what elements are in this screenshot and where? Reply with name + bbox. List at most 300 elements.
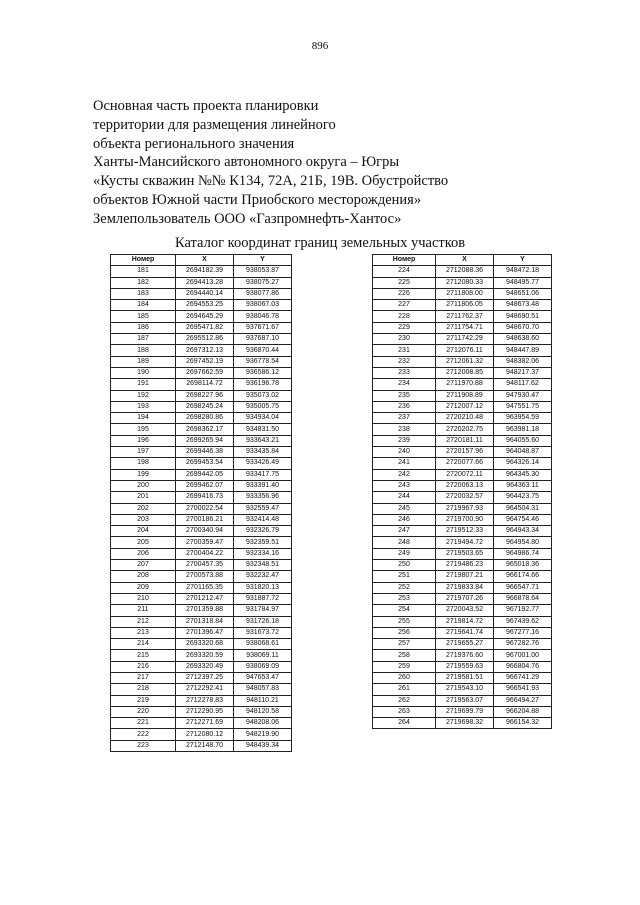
cell-x: 2711754.71 <box>436 322 494 333</box>
cell-y: 931784.97 <box>234 605 292 616</box>
cell-number: 247 <box>373 526 436 537</box>
table-row <box>111 627 292 638</box>
cell-y: 932348.51 <box>234 560 292 571</box>
cell-y: 966494.27 <box>494 695 552 706</box>
table-row <box>111 435 292 446</box>
table-row <box>373 492 552 503</box>
table-row <box>373 334 552 345</box>
cell-number: 196 <box>111 435 176 446</box>
cell-x: 2694645.29 <box>176 311 234 322</box>
cell-number: 227 <box>373 300 436 311</box>
table-row <box>111 300 292 311</box>
header-line: «Кусты скважин №№ К134, 72А, 21Б, 19В. Обустройство <box>93 173 449 190</box>
table-row <box>373 537 552 548</box>
cell-number: 233 <box>373 367 436 378</box>
table-row <box>373 526 552 537</box>
cell-y: 932559.47 <box>234 503 292 514</box>
cell-y: 938067.03 <box>234 300 292 311</box>
cell-x: 2698362.17 <box>176 424 234 435</box>
table-row <box>373 367 552 378</box>
cell-x: 2712008.85 <box>436 367 494 378</box>
cell-y: 948670.70 <box>494 322 552 333</box>
table-row <box>111 266 292 277</box>
cell-number: 256 <box>373 627 436 638</box>
table-row <box>111 718 292 729</box>
cell-number: 234 <box>373 379 436 390</box>
cell-x: 2720032.57 <box>436 492 494 503</box>
cell-x: 2694182.39 <box>176 266 234 277</box>
cell-x: 2712271.69 <box>176 718 234 729</box>
cell-x: 2712290.95 <box>176 706 234 717</box>
cell-number: 258 <box>373 650 436 661</box>
cell-number: 235 <box>373 390 436 401</box>
table-row <box>111 729 292 740</box>
cell-x: 2700186.21 <box>176 514 234 525</box>
cell-number: 199 <box>111 469 176 480</box>
table-row <box>111 560 292 571</box>
cell-x: 2701165.35 <box>176 582 234 593</box>
cell-y: 963981.18 <box>494 424 552 435</box>
table-row <box>111 537 292 548</box>
cell-number: 214 <box>111 639 176 650</box>
table-row <box>373 605 552 616</box>
cell-y: 966547.71 <box>494 582 552 593</box>
table-row <box>111 413 292 424</box>
cell-x: 2697452.19 <box>176 356 234 367</box>
cell-y: 938069.09 <box>234 661 292 672</box>
cell-x: 2720210.48 <box>436 413 494 424</box>
cell-y: 936870.44 <box>234 345 292 356</box>
cell-number: 225 <box>373 277 436 288</box>
cell-number: 226 <box>373 288 436 299</box>
cell-number: 208 <box>111 571 176 582</box>
table-row <box>111 740 292 751</box>
cell-y: 967277.16 <box>494 627 552 638</box>
cell-y: 967282.76 <box>494 639 552 650</box>
table-row <box>111 514 292 525</box>
cell-number: 183 <box>111 288 176 299</box>
cell-x: 2719376.60 <box>436 650 494 661</box>
cell-number: 248 <box>373 537 436 548</box>
table-row <box>111 548 292 559</box>
cell-number: 203 <box>111 514 176 525</box>
cell-y: 933426.49 <box>234 458 292 469</box>
cell-x: 2719700.90 <box>436 514 494 525</box>
cell-number: 218 <box>111 684 176 695</box>
table-row <box>373 503 552 514</box>
cell-x: 2719814.72 <box>436 616 494 627</box>
cell-y: 936778.54 <box>234 356 292 367</box>
cell-x: 2719707.26 <box>436 593 494 604</box>
cell-y: 932359.51 <box>234 537 292 548</box>
cell-number: 222 <box>111 729 176 740</box>
table-row <box>373 277 552 288</box>
cell-y: 936586.12 <box>234 367 292 378</box>
cell-y: 966174.66 <box>494 571 552 582</box>
cell-x: 2711762.37 <box>436 311 494 322</box>
cell-y: 937671.67 <box>234 322 292 333</box>
cell-number: 181 <box>111 266 176 277</box>
cell-x: 2712080.33 <box>436 277 494 288</box>
table-row <box>111 390 292 401</box>
cell-number: 236 <box>373 401 436 412</box>
table-row <box>111 334 292 345</box>
cell-y: 934934.04 <box>234 413 292 424</box>
cell-number: 264 <box>373 718 436 729</box>
cell-x: 2699265.94 <box>176 435 234 446</box>
table-row <box>373 627 552 638</box>
catalog-title: Каталог координат границ земельных участков <box>175 235 466 251</box>
table-row <box>373 458 552 469</box>
cell-number: 220 <box>111 706 176 717</box>
cell-x: 2720077.66 <box>436 458 494 469</box>
cell-y: 948495.77 <box>494 277 552 288</box>
cell-x: 2698227.96 <box>176 390 234 401</box>
cell-y: 932326.79 <box>234 526 292 537</box>
cell-y: 932232.47 <box>234 571 292 582</box>
cell-number: 216 <box>111 661 176 672</box>
cell-y: 932334.16 <box>234 548 292 559</box>
cell-y: 964326.14 <box>494 458 552 469</box>
table-row <box>111 322 292 333</box>
cell-x: 2719581.51 <box>436 672 494 683</box>
table-row <box>373 322 552 333</box>
cell-number: 244 <box>373 492 436 503</box>
cell-number: 243 <box>373 480 436 491</box>
cell-y: 933391.40 <box>234 480 292 491</box>
cell-y: 967192.77 <box>494 605 552 616</box>
cell-x: 2719543.10 <box>436 684 494 695</box>
cell-x: 2699442.05 <box>176 469 234 480</box>
cell-x: 2720157.96 <box>436 447 494 458</box>
cell-y: 948690.51 <box>494 311 552 322</box>
cell-number: 201 <box>111 492 176 503</box>
cell-x: 2712080.12 <box>176 729 234 740</box>
cell-number: 195 <box>111 424 176 435</box>
table-row <box>111 367 292 378</box>
cell-y: 938068.61 <box>234 639 292 650</box>
cell-y: 931673.72 <box>234 627 292 638</box>
cell-number: 257 <box>373 639 436 650</box>
cell-x: 2719563.07 <box>436 695 494 706</box>
cell-x: 2700359.47 <box>176 537 234 548</box>
cell-x: 2720063.13 <box>436 480 494 491</box>
cell-number: 237 <box>373 413 436 424</box>
cell-y: 938077.86 <box>234 288 292 299</box>
table-row <box>373 266 552 277</box>
cell-x: 2712088.36 <box>436 266 494 277</box>
cell-y: 966541.93 <box>494 684 552 695</box>
cell-y: 935005.75 <box>234 401 292 412</box>
cell-x: 2712397.25 <box>176 672 234 683</box>
cell-x: 2698114.72 <box>176 379 234 390</box>
table-row <box>373 401 552 412</box>
cell-y: 964504.31 <box>494 503 552 514</box>
header-line: Основная часть проекта планировки <box>93 98 319 114</box>
cell-number: 189 <box>111 356 176 367</box>
column-header-number: Номер <box>373 255 436 266</box>
cell-x: 2700022.54 <box>176 503 234 514</box>
cell-x: 2711808.00 <box>436 288 494 299</box>
table-row <box>111 345 292 356</box>
cell-y: 947653.47 <box>234 672 292 683</box>
cell-number: 215 <box>111 650 176 661</box>
cell-y: 947551.75 <box>494 401 552 412</box>
cell-y: 938069.11 <box>234 650 292 661</box>
cell-y: 933356.96 <box>234 492 292 503</box>
table-row <box>373 672 552 683</box>
table-row <box>373 356 552 367</box>
table-row <box>111 424 292 435</box>
cell-y: 964363.11 <box>494 480 552 491</box>
cell-y: 948219.90 <box>234 729 292 740</box>
cell-number: 204 <box>111 526 176 537</box>
cell-x: 2712148.70 <box>176 740 234 751</box>
cell-x: 2694413.28 <box>176 277 234 288</box>
cell-y: 964423.75 <box>494 492 552 503</box>
table-row <box>111 401 292 412</box>
cell-y: 938075.27 <box>234 277 292 288</box>
cell-y: 963954.59 <box>494 413 552 424</box>
cell-x: 2701318.84 <box>176 616 234 627</box>
cell-number: 210 <box>111 593 176 604</box>
cell-number: 190 <box>111 367 176 378</box>
cell-x: 2719655.27 <box>436 639 494 650</box>
cell-x: 2697312.13 <box>176 345 234 356</box>
cell-x: 2720043.52 <box>436 605 494 616</box>
cell-x: 2711970.88 <box>436 379 494 390</box>
cell-number: 200 <box>111 480 176 491</box>
cell-y: 948447.89 <box>494 345 552 356</box>
table-row <box>373 390 552 401</box>
cell-x: 2719486.23 <box>436 560 494 571</box>
table-row <box>373 661 552 672</box>
table-row <box>373 548 552 559</box>
cell-number: 229 <box>373 322 436 333</box>
cell-number: 261 <box>373 684 436 695</box>
table-row <box>373 424 552 435</box>
table-row <box>373 345 552 356</box>
table-row <box>111 706 292 717</box>
cell-number: 249 <box>373 548 436 559</box>
table-row <box>373 413 552 424</box>
cell-x: 2711806.05 <box>436 300 494 311</box>
cell-x: 2700573.88 <box>176 571 234 582</box>
table-row <box>111 639 292 650</box>
cell-number: 246 <box>373 514 436 525</box>
cell-number: 240 <box>373 447 436 458</box>
cell-x: 2720202.75 <box>436 424 494 435</box>
cell-x: 2699416.73 <box>176 492 234 503</box>
cell-number: 185 <box>111 311 176 322</box>
cell-number: 192 <box>111 390 176 401</box>
column-header-x: X <box>436 255 494 266</box>
cell-x: 2720072.11 <box>436 469 494 480</box>
cell-number: 263 <box>373 706 436 717</box>
cell-y: 948217.37 <box>494 367 552 378</box>
table-row <box>111 650 292 661</box>
cell-x: 2693320.59 <box>176 650 234 661</box>
cell-number: 194 <box>111 413 176 424</box>
table-row <box>373 480 552 491</box>
cell-number: 245 <box>373 503 436 514</box>
table-row <box>111 447 292 458</box>
cell-number: 228 <box>373 311 436 322</box>
cell-x: 2700457.35 <box>176 560 234 571</box>
cell-number: 250 <box>373 560 436 571</box>
cell-number: 191 <box>111 379 176 390</box>
cell-x: 2699462.07 <box>176 480 234 491</box>
cell-number: 241 <box>373 458 436 469</box>
header-line: объекта регионального значения <box>93 135 295 152</box>
cell-x: 2698280.86 <box>176 413 234 424</box>
cell-y: 948651.06 <box>494 288 552 299</box>
table-row <box>111 492 292 503</box>
cell-x: 2694553.25 <box>176 300 234 311</box>
table-row <box>111 356 292 367</box>
cell-number: 242 <box>373 469 436 480</box>
table-row <box>373 447 552 458</box>
cell-number: 253 <box>373 593 436 604</box>
cell-x: 2693320.68 <box>176 639 234 650</box>
cell-x: 2719512.33 <box>436 526 494 537</box>
cell-y: 931820.13 <box>234 582 292 593</box>
cell-y: 964345.30 <box>494 469 552 480</box>
cell-y: 933643.21 <box>234 435 292 446</box>
header-line: объектов Южной части Приобского месторождения» <box>93 191 422 208</box>
cell-number: 252 <box>373 582 436 593</box>
cell-y: 966878.64 <box>494 593 552 604</box>
cell-y: 948208.06 <box>234 718 292 729</box>
column-header-y: Y <box>234 255 292 266</box>
cell-y: 966154.32 <box>494 718 552 729</box>
table-row <box>373 593 552 604</box>
document-header <box>93 97 553 229</box>
table-row <box>373 571 552 582</box>
table-row <box>111 480 292 491</box>
cell-number: 186 <box>111 322 176 333</box>
cell-y: 964943.34 <box>494 526 552 537</box>
cell-x: 2719503.65 <box>436 548 494 559</box>
cell-y: 964986.74 <box>494 548 552 559</box>
cell-y: 932414.48 <box>234 514 292 525</box>
cell-x: 2698245.24 <box>176 401 234 412</box>
cell-number: 231 <box>373 345 436 356</box>
table-row <box>373 379 552 390</box>
cell-x: 2719699.79 <box>436 706 494 717</box>
cell-number: 197 <box>111 447 176 458</box>
table-row <box>373 514 552 525</box>
table-row <box>111 311 292 322</box>
table-row <box>111 695 292 706</box>
cell-number: 206 <box>111 548 176 559</box>
cell-y: 937687.10 <box>234 334 292 345</box>
cell-number: 260 <box>373 672 436 683</box>
cell-number: 211 <box>111 605 176 616</box>
cell-y: 967001.00 <box>494 650 552 661</box>
cell-number: 187 <box>111 334 176 345</box>
table-row <box>373 311 552 322</box>
cell-number: 221 <box>111 718 176 729</box>
cell-y: 935073.02 <box>234 390 292 401</box>
cell-y: 948472.18 <box>494 266 552 277</box>
cell-number: 213 <box>111 627 176 638</box>
table-row <box>111 379 292 390</box>
table-row <box>373 684 552 695</box>
column-header-number: Номер <box>111 255 176 266</box>
table-row <box>373 639 552 650</box>
cell-x: 2719559.63 <box>436 661 494 672</box>
cell-number: 223 <box>111 740 176 751</box>
table-row <box>111 503 292 514</box>
cell-x: 2711908.89 <box>436 390 494 401</box>
cell-number: 205 <box>111 537 176 548</box>
table-row <box>373 695 552 706</box>
cell-x: 2720181.11 <box>436 435 494 446</box>
cell-x: 2699453.54 <box>176 458 234 469</box>
header-line: территории для размещения линейного <box>93 116 336 133</box>
cell-x: 2697662.59 <box>176 367 234 378</box>
cell-y: 934831.50 <box>234 424 292 435</box>
table-row <box>373 435 552 446</box>
cell-number: 230 <box>373 334 436 345</box>
cell-x: 2712076.11 <box>436 345 494 356</box>
cell-x: 2719641.74 <box>436 627 494 638</box>
cell-number: 255 <box>373 616 436 627</box>
cell-y: 948439.34 <box>234 740 292 751</box>
table-row <box>373 650 552 661</box>
cell-y: 938046.78 <box>234 311 292 322</box>
table-row <box>373 300 552 311</box>
cell-y: 948117.62 <box>494 379 552 390</box>
cell-y: 948120.58 <box>234 706 292 717</box>
cell-x: 2712292.41 <box>176 684 234 695</box>
cell-number: 207 <box>111 560 176 571</box>
cell-x: 2694440.14 <box>176 288 234 299</box>
cell-x: 2701212.47 <box>176 593 234 604</box>
cell-number: 217 <box>111 672 176 683</box>
cell-x: 2700404.22 <box>176 548 234 559</box>
header-line: Землепользователь ООО «Газпромнефть-Хантос» <box>93 210 402 227</box>
cell-y: 947930.47 <box>494 390 552 401</box>
table-row <box>373 706 552 717</box>
cell-x: 2695512.86 <box>176 334 234 345</box>
cell-x: 2719698.32 <box>436 718 494 729</box>
cell-x: 2712007.12 <box>436 401 494 412</box>
cell-y: 965018.36 <box>494 560 552 571</box>
cell-y: 948110.21 <box>234 695 292 706</box>
cell-x: 2693320.49 <box>176 661 234 672</box>
cell-number: 182 <box>111 277 176 288</box>
cell-y: 948638.60 <box>494 334 552 345</box>
cell-x: 2700340.94 <box>176 526 234 537</box>
cell-x: 2695471.82 <box>176 322 234 333</box>
coordinates-table-left <box>110 254 292 752</box>
table-header-row <box>111 255 292 266</box>
cell-y: 964055.60 <box>494 435 552 446</box>
table-row <box>111 571 292 582</box>
table-row <box>111 458 292 469</box>
table-row <box>111 277 292 288</box>
cell-y: 931726.18 <box>234 616 292 627</box>
cell-y: 931887.72 <box>234 593 292 604</box>
table-row <box>373 582 552 593</box>
table-row <box>111 469 292 480</box>
cell-y: 967439.62 <box>494 616 552 627</box>
table-row <box>111 593 292 604</box>
table-row <box>373 718 552 729</box>
cell-x: 2711742.29 <box>436 334 494 345</box>
